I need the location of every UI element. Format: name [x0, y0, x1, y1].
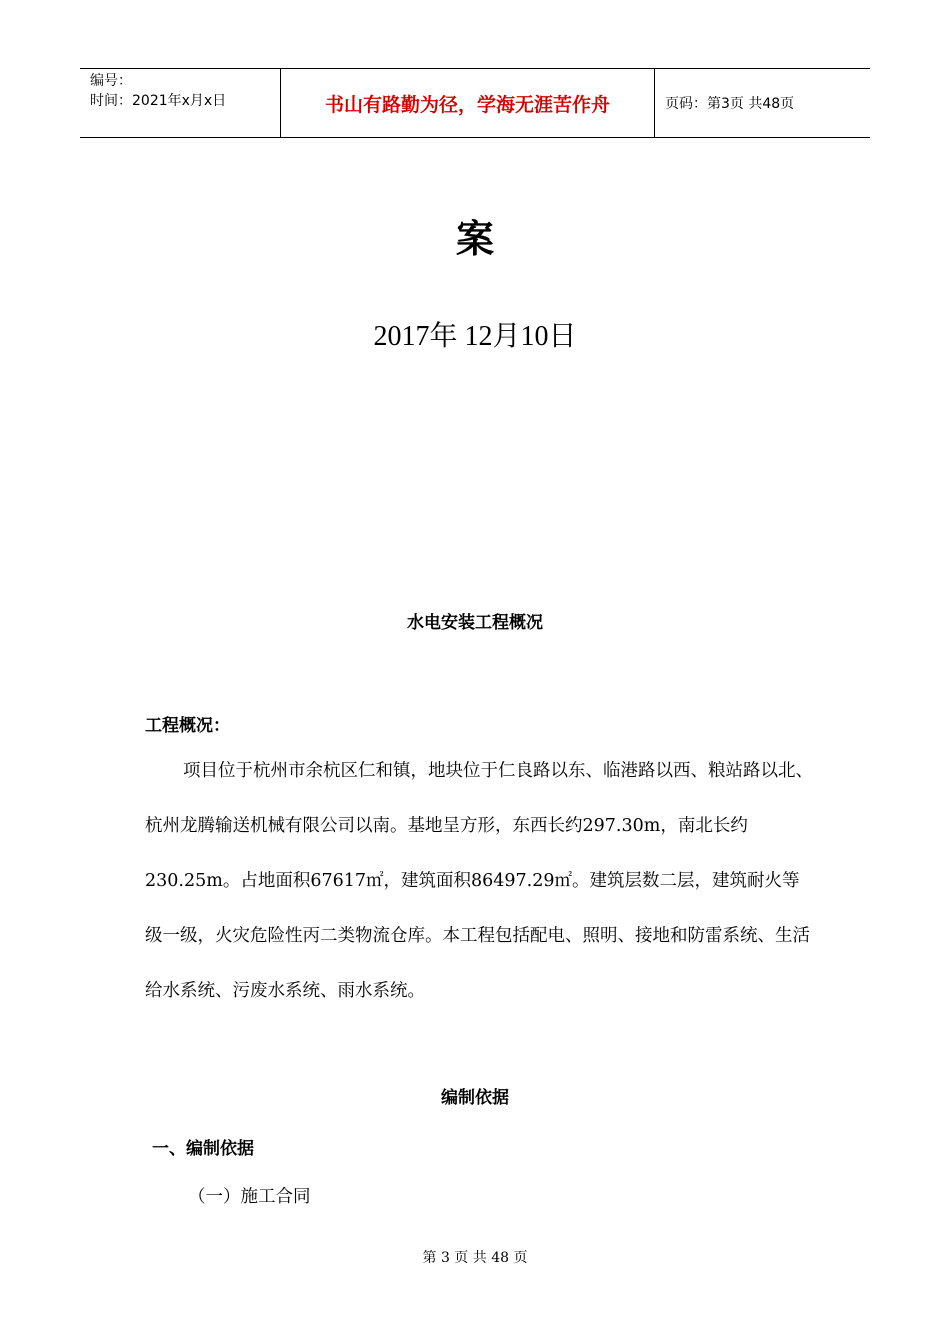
page-header [80, 68, 870, 138]
header-page-info: 页码：第3页 共48页 [665, 96, 795, 112]
document-date: 2017年 12月10日 [373, 321, 577, 352]
overview-paragraph-text: 项目位于杭州市余杭区仁和镇，地块位于仁良路以东、临港路以西、粮站路以北、杭州龙腾输送机械有限公司以南。基地呈方形，东西长约297.30m，南北长约230.25m。占地面积67617㎡，建筑面积86497.29㎡。建筑层数二层，建筑耐火等级一级，火灾危险性丙二类物流仓库。本工程包括配电、照明、接地和防雷系统、生活给水系统、污废水系统、雨水系统。 [145, 761, 813, 1001]
basis-item-contract: （一）施工合同 [188, 1187, 311, 1207]
section-title-basis: 编制依据 [441, 1088, 509, 1108]
heading-basis: 一、编制依据 [152, 1139, 254, 1159]
overview-paragraph [145, 744, 815, 1019]
page-footer: 第 3 页 共 48 页 [422, 1250, 528, 1266]
header-number: 编号： [90, 73, 132, 89]
heading-overview: 工程概况： [145, 716, 230, 736]
header-motto: 书山有路勤为径，学海无涯苦作舟 [281, 69, 655, 137]
title-fragment: 案 [455, 216, 494, 261]
header-time: 时间：2021年x月x日 [90, 93, 227, 109]
header-meta [80, 69, 281, 137]
section-title-overview: 水电安装工程概况 [407, 613, 543, 633]
